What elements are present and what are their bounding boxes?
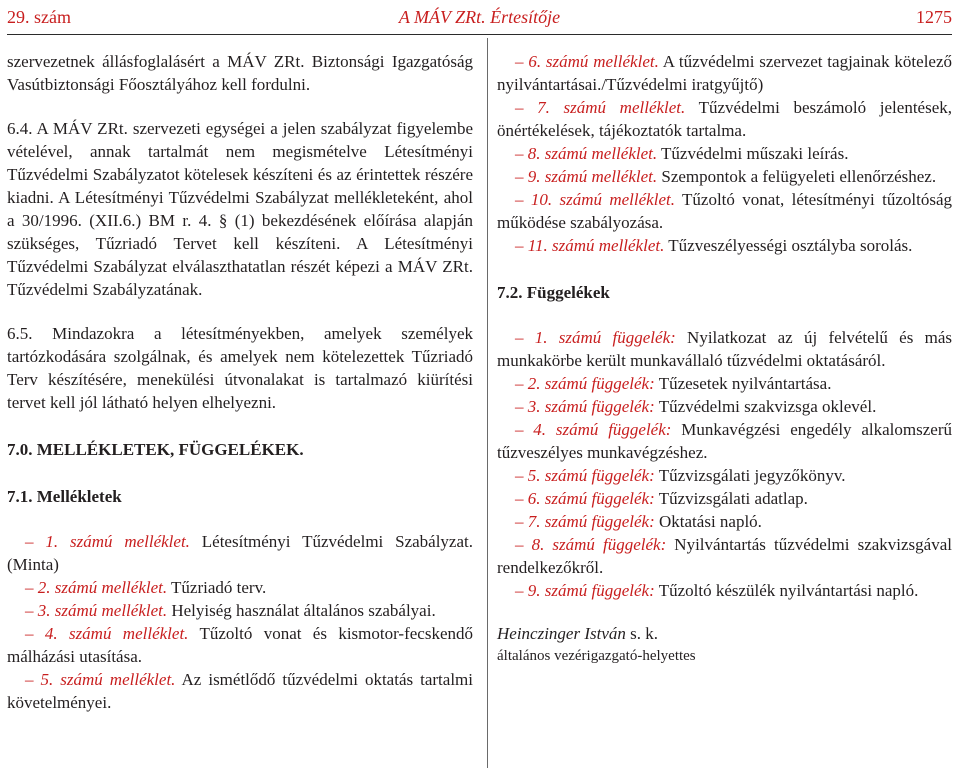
header-rule [7,34,952,35]
list-item: – 6. számú melléklet. A tűzvédelmi szervezet tagjainak kötelező nyilvántartásai./Tűzvédelmi iratgyűjtő) [497,52,953,94]
list-item: – 6. számú függelék: Tűzvizsgálati adatlap. [515,489,808,508]
publication-title: A MÁV ZRt. Értesítője [398,7,561,27]
annex-list-left [7,530,473,714]
signature-name: Heinczinger István [497,624,626,643]
list-item: – 8. számú melléklet. Tűzvédelmi műszaki leírás. [515,144,849,163]
page-number: 1275 [916,7,952,27]
list-item: – 10. számú melléklet. Tűzoltó vonat, létesítményi tűzoltóság működése szabályozása. [497,190,952,232]
list-item: – 2. számú melléklet. Tűzriadó terv. [25,578,267,597]
list-item: – 8. számú függelék: Nyilvántartás tűzvédelmi szakvizsgával rendelkezőkről. [497,535,952,577]
list-item: – 7. számú melléklet. Tűzvédelmi beszámoló jelentések, önértékelések, tájékoztatók tartalma. [497,98,952,140]
list-item: – 9. számú függelék: Tűzoltó készülék nyilvántartási napló. [515,581,919,600]
list-item: – 11. számú melléklet. Tűzveszélyességi osztályba sorolás. [515,236,913,255]
section-heading-7-2: 7.2. Függelékek [497,283,610,302]
list-item: – 7. számú függelék: Oktatási napló. [515,512,762,531]
list-item: – 1. számú melléklet. Létesítményi Tűzvédelmi Szabályzat. (Minta) [7,532,473,574]
section-heading-7-1: 7.1. Mellékletek [7,487,122,506]
list-item: – 4. számú melléklet. Tűzoltó vonat és kismotor-fecskendő málházási utasítása. [7,624,474,666]
signature: Heinczinger István s. k. [497,624,659,643]
right-column [497,50,952,668]
signature-role: általános vezérigazgató-helyettes [497,648,696,664]
paragraph-6-5: 6.5. Mindazokra a létesítményekben, amelyek személyek tartózkodására szolgálnak, és amelyek nem kötelezettek Tűzriadó Terv készítésére, menekülési útvonalakat is tartalmazó kiürítési tervet kell jól látható helyen elhelyezni. [7,324,473,412]
list-item: – 3. számú melléklet. Helyiség használat általános szabályai. [25,601,436,620]
left-column [7,50,473,714]
list-item: – 4. számú függelék: Munkavégzési engedély alkalomszerű tűzveszélyes munkavégzéshez. [497,420,952,462]
list-item: – 2. számú függelék: Tűzesetek nyilvántartása. [515,374,832,393]
column-divider [487,38,488,768]
paragraph-6-4: 6.4. A MÁV ZRt. szervezeti egységei a jelen szabályzat figyelembe vételével, annak tartalmát nem megismételve Létesítményi Tűzvédelmi Szabályzatot kötelesek készíteni és az érintettek részére kiadni. A Létesítményi Tűzvédelmi Szabályzat mellékleteként, ahol a 30/1996. (XII.6.) BM r. 4. § (1) bekezdésének előírása alapján szükséges, Tűzriadó Tervet kell készíteni. A Létesítményi Tűzvédelmi Szabályzat elválaszthatatlan részét képezi a MÁV ZRt. Tűzvédelmi Szabályzatának. [7,119,473,299]
list-item: – 9. számú melléklet. Szempontok a felügyeleti ellenőrzéshez. [515,167,937,186]
issue-number: 29. szám [7,7,71,27]
list-item: – 3. számú függelék: Tűzvédelmi szakvizsga oklevél. [515,397,877,416]
list-item: – 1. számú függelék: Nyilatkozat az új felvételű és más munkakörbe került munkavállaló tűzvédelmi oktatásáról. [497,328,952,370]
appendix-list [497,326,952,602]
list-item: – 5. számú melléklet. Az ismétlődő tűzvédelmi oktatás tartalmi követelményei. [7,670,473,712]
list-item: – 5. számú függelék: Tűzvizsgálati jegyzőkönyv. [515,466,846,485]
section-heading-7-0: 7.0. MELLÉKLETEK, FÜGGELÉKEK. [7,440,304,459]
running-header [7,0,952,34]
annex-list-right [497,50,952,257]
paragraph-continuation: szervezetnek állásfoglalásért a MÁV ZRt. Biztonsági Igazgatóság Vasútbiztonsági Főosztályához kell fordulni. [7,52,473,94]
